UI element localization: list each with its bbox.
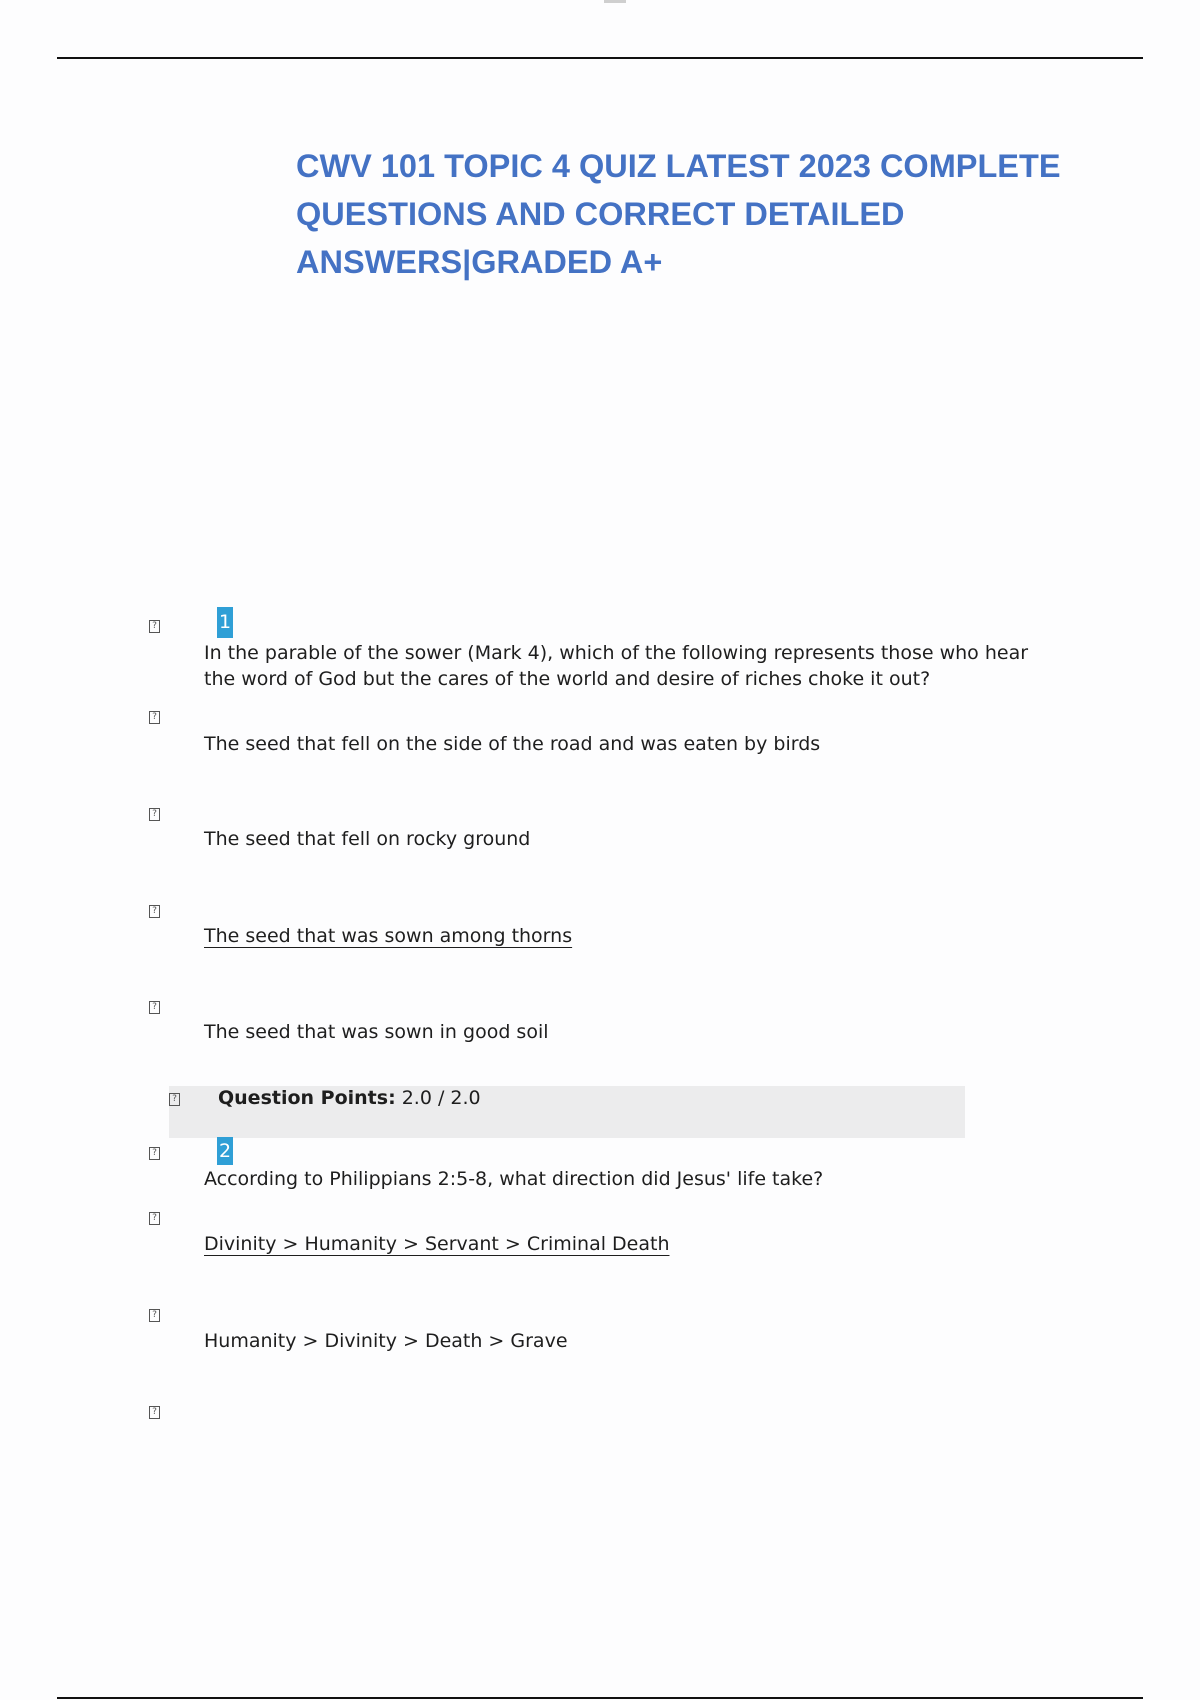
missing-image-icon: ? [149, 1212, 160, 1225]
missing-image-icon: ? [149, 1309, 160, 1322]
question-points-label: Question Points: [218, 1087, 396, 1109]
header-rule [57, 57, 1143, 59]
answer-option[interactable]: The seed that was sown in good soil [204, 1021, 549, 1043]
title-line-2: QUESTIONS AND CORRECT DETAILED [296, 196, 905, 232]
question-number-badge: 2 [217, 1137, 233, 1165]
missing-image-icon: ? [149, 1406, 160, 1419]
answer-option-correct[interactable]: The seed that was sown among thorns [204, 925, 573, 947]
answer-option[interactable]: The seed that fell on the side of the road and was eaten by birds [204, 733, 821, 755]
missing-image-icon: ? [169, 1093, 180, 1106]
missing-image-icon: ? [149, 620, 160, 633]
missing-image-icon: ? [149, 905, 160, 918]
title-line-3: ANSWERS|GRADED A+ [296, 244, 663, 280]
question-prompt-line: the word of God but the cares of the world and desire of riches choke it out? [204, 668, 931, 690]
page-top-mark [604, 0, 626, 3]
answer-option[interactable]: Humanity > Divinity > Death > Grave [204, 1330, 568, 1352]
question-prompt-line: In the parable of the sower (Mark 4), which of the following represents those who hear [204, 642, 1029, 664]
question-points [218, 1085, 481, 1111]
missing-image-icon: ? [149, 1001, 160, 1014]
footer-rule [57, 1697, 1143, 1699]
question-points-value: 2.0 / 2.0 [401, 1087, 481, 1109]
missing-image-icon: ? [149, 808, 160, 821]
document-title [296, 142, 1061, 286]
question-prompt-line: According to Philippians 2:5-8, what direction did Jesus' life take? [204, 1168, 824, 1190]
answer-option[interactable]: The seed that fell on rocky ground [204, 828, 531, 850]
missing-image-icon: ? [149, 1147, 160, 1160]
answer-option-correct[interactable]: Divinity > Humanity > Servant > Criminal Death [204, 1233, 670, 1255]
missing-image-icon: ? [149, 711, 160, 724]
question-number-badge: 1 [217, 607, 233, 638]
title-line-1: CWV 101 TOPIC 4 QUIZ LATEST 2023 COMPLETE [296, 148, 1061, 184]
